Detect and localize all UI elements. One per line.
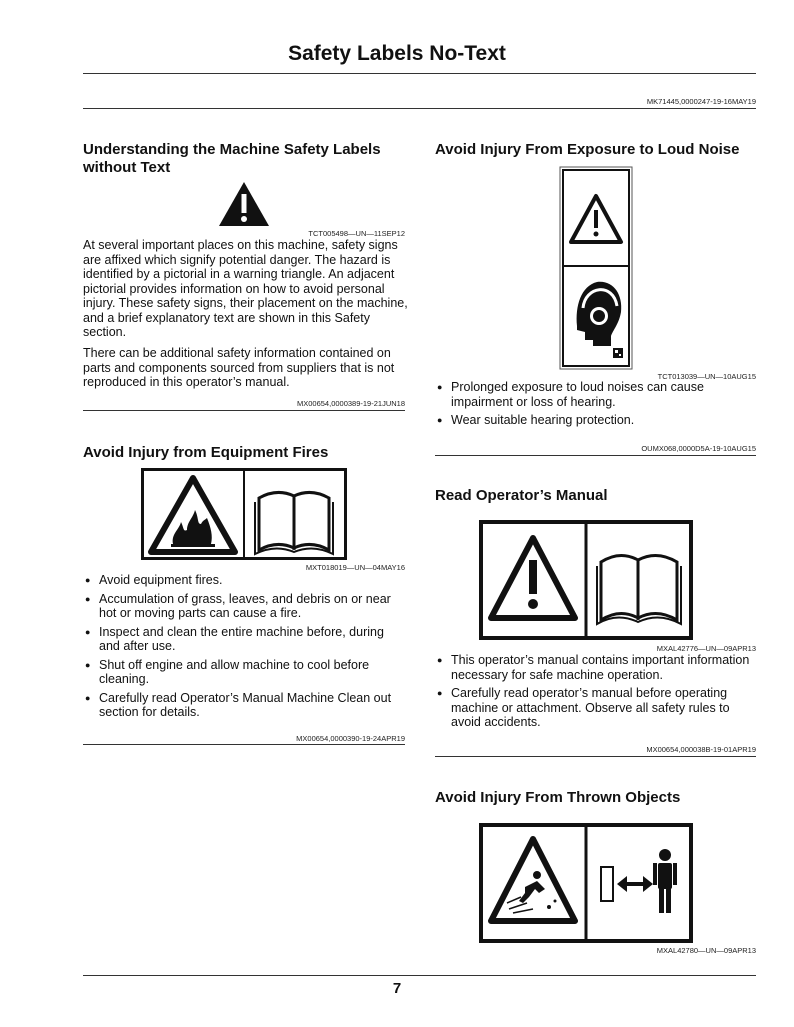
operator-manual-icon (597, 555, 681, 624)
warning-triangle-icon (218, 181, 270, 227)
noise-bullet-list (435, 380, 760, 432)
section-heading-manual: Read Operator’s Manual (435, 487, 608, 504)
header-rule (83, 108, 756, 109)
paragraph-safety-signs: At several important places on this machine, safety signs are affixed which signify potential danger. The hazard is identified by a pictorial in a warning triangle. An adjacent pictorial provides information on how to avoid personal injury. These safety signs, their placement on the machine, and a brief explanatory text are shown in this Safety section. (83, 238, 408, 339)
figure-ref-thrown: MXAL42780—UN—09APR13 (656, 946, 756, 955)
figure-ref-fires: MXT018019—UN—04MAY16 (305, 563, 405, 572)
section-rule (435, 756, 756, 757)
footer-ref-understanding: MX00654,0000389-19-21JUN18 (297, 399, 405, 408)
list-item: ● Shut off engine and allow machine to cool before cleaning. (83, 658, 408, 687)
fires-bullet-list (83, 573, 408, 724)
list-item: ● Avoid equipment fires. (83, 573, 408, 588)
page-number: 7 (392, 980, 402, 997)
header-reference: MK71445,0000247-19-16MAY19 (646, 97, 756, 106)
noise-safety-label-image (559, 166, 633, 370)
section-rule (83, 410, 405, 411)
section-heading-thrown: Avoid Injury From Thrown Objects (435, 789, 681, 806)
fire-safety-label-image (141, 468, 347, 560)
list-item: ● Wear suitable hearing protection. (435, 413, 760, 428)
footer-ref-manual: MX00654,000038B-19-01APR19 (646, 745, 756, 754)
title-rule (83, 73, 756, 74)
figure-ref-noise: TCT013039—UN—10AUG15 (657, 372, 756, 381)
list-item: ● Inspect and clean the entire machine before, during and after use. (83, 625, 408, 654)
footer-ref-noise: OUMX068,0000D5A-19-10AUG15 (641, 444, 756, 453)
figure-ref-manual: MXAL42776—UN—09APR13 (656, 644, 756, 653)
section-rule (435, 455, 756, 456)
figure-ref-understanding: TCT005498—UN—11SEP12 (308, 229, 405, 238)
paragraph-supplier-info: There can be additional safety information contained on parts and components sourced from suppliers that is not reproduced in this operator’s manual. (83, 346, 395, 389)
list-item: ● Prolonged exposure to loud noises can cause impairment or loss of hearing. (435, 380, 760, 409)
list-item: ● Carefully read operator’s manual before operating machine or attachment. Observe all safety rules to avoid accidents. (435, 686, 760, 730)
footer-ref-fires: MX00654,0000390-19-24APR19 (296, 734, 405, 743)
list-item: ● This operator’s manual contains important information necessary for safe machine operation. (435, 653, 760, 682)
section-rule (83, 744, 405, 745)
footer-rule (83, 975, 756, 976)
page-title: Safety Labels No-Text (288, 42, 506, 65)
operator-manual-icon (255, 492, 333, 554)
list-item: ● Accumulation of grass, leaves, and debris on or near hot or moving parts can cause a fire. (83, 592, 408, 621)
thrown-objects-label-image (479, 823, 693, 943)
list-item: ● Carefully read Operator’s Manual Machine Clean out section for details. (83, 691, 408, 720)
manual-safety-label-image (479, 520, 693, 640)
section-heading-fires: Avoid Injury from Equipment Fires (83, 444, 329, 461)
section-heading-understanding: Understanding the Machine Safety Labels without Text (83, 141, 381, 176)
manual-bullet-list (435, 653, 760, 734)
section-heading-noise: Avoid Injury From Exposure to Loud Noise (435, 141, 740, 158)
